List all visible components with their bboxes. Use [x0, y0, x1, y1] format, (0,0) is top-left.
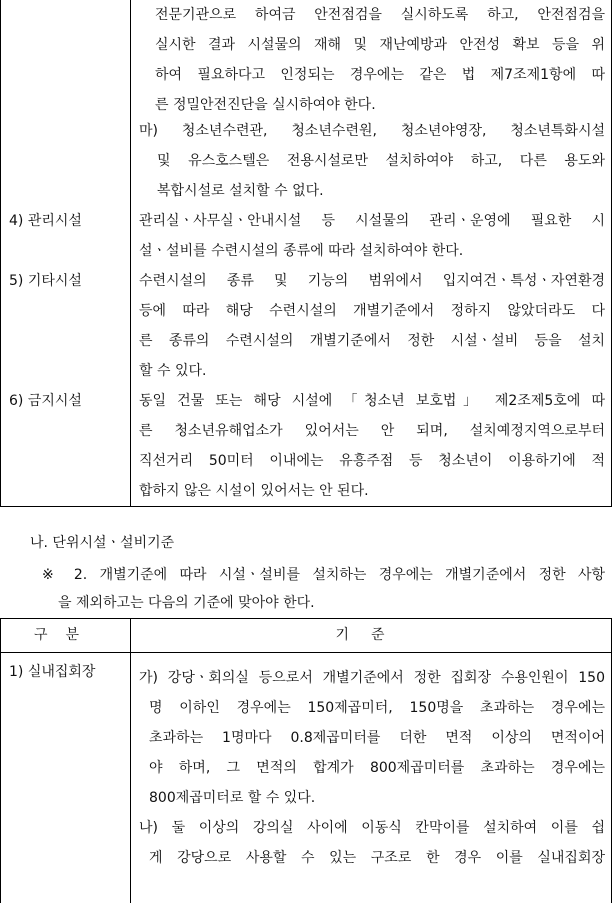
row-label-text: 5) 기타시설 [1, 266, 130, 296]
content-cell [131, 386, 612, 507]
text-line: 나) 둘 이상의 강의실 사이에 이동식 칸막이를 설치하여 이를 쉽 [139, 813, 605, 843]
text-line: 른 종류의 수련시설의 개별기준에서 정한 시설ㆍ설비 등을 설치 [139, 326, 605, 356]
text-line: 명 이하인 경우에는 150제곱미터, 150명을 초과하는 경우에는 [149, 693, 605, 723]
text-line: 및 유스호스텔은 전용시설로만 설치하여야 하고, 다른 용도와 [157, 146, 605, 176]
text-line: 하여 필요하다고 인정되는 경우에는 같은 법 제7조제1항에 따 [155, 60, 605, 90]
text-line: 게 강당으로 사용할 수 있는 구조로 한 경우 이를 실내집회장 [149, 843, 605, 873]
header-division: 구분 [1, 619, 131, 653]
content-cell [131, 653, 612, 903]
text-line: 전문기관으로 하여금 안전점검을 실시하도록 하고, 안전점검을 [155, 0, 605, 30]
text-line: 설ㆍ설비를 수련시설의 종류에 따라 설치하여야 한다. [139, 236, 605, 266]
row-label-text: 1) 실내집회장 [1, 653, 130, 687]
note-line: ※ 2. 개별기준에 따라 시설ㆍ설비를 설치하는 경우에는 개별기준에서 정한 사항 [42, 560, 605, 590]
unit-facility-standards-table [0, 618, 612, 903]
table-row [1, 0, 612, 206]
text-line: 마) 청소년수련관, 청소년수련원, 청소년야영장, 청소년특화시설 [139, 116, 605, 146]
text-line: 가) 강당ㆍ회의실 등으로서 개별기준에서 정한 집회장 수용인원이 150 [139, 663, 605, 693]
text-line: 관리실ㆍ사무실ㆍ안내시설 등 시설물의 관리ㆍ운영에 필요한 시 [139, 206, 605, 236]
row-label [1, 206, 131, 266]
text-line: 실시한 결과 시설물의 재해 및 재난예방과 안전성 확보 등을 위 [155, 30, 605, 60]
table-row [1, 653, 612, 903]
row-label [1, 266, 131, 386]
text-line: 초과하는 1명마다 0.8제곱미터를 더한 면적 이상의 면적이어 [149, 723, 605, 753]
text-line: 동일 건물 또는 해당 시설에 「청소년 보호법」 제2조제5호에 따 [139, 386, 605, 416]
table-row [1, 206, 612, 266]
text-line: 야 하며, 그 면적의 합계가 800제곱미터를 초과하는 경우에는 [149, 753, 605, 783]
table-row [1, 386, 612, 507]
row-label [1, 653, 131, 903]
text-line: 른 청소년유해업소가 있어서는 안 되며, 설치예정지역으로부터 [139, 416, 605, 446]
text-line: 등에 따라 해당 수련시설의 개별기준에서 정하지 않았더라도 다 [139, 296, 605, 326]
text-line: 할 수 있다. [139, 356, 605, 386]
header-standard: 기준 [131, 619, 612, 653]
text-line: 수련시설의 종류 및 기능의 범위에서 입지여건ㆍ특성ㆍ자연환경 [139, 266, 605, 296]
text-line: 직선거리 50미터 이내에는 유흥주점 등 청소년이 이용하기에 적 [139, 446, 605, 476]
text-line: 복합시설로 설치할 수 없다. [157, 176, 605, 206]
table-header-row [1, 619, 612, 653]
row-label [1, 386, 131, 507]
text-line: 합하지 않은 시설이 있어서는 안 된다. [139, 476, 605, 506]
note-line: 을 제외하고는 다음의 기준에 맞아야 한다. [58, 588, 315, 618]
row-label-text: 4) 관리시설 [1, 206, 130, 236]
row-label-text: 6) 금지시설 [1, 386, 130, 416]
text-line: 800제곱미터로 할 수 있다. [149, 783, 605, 813]
section-title: 나. 단위시설ㆍ설비기준 [30, 528, 174, 558]
content-cell [131, 206, 612, 266]
label-cell [1, 0, 131, 206]
content-cell [131, 0, 612, 206]
text-line: 른 정밀안전진단을 실시하여야 한다. [155, 90, 605, 120]
content-cell [131, 266, 612, 386]
table-row [1, 266, 612, 386]
